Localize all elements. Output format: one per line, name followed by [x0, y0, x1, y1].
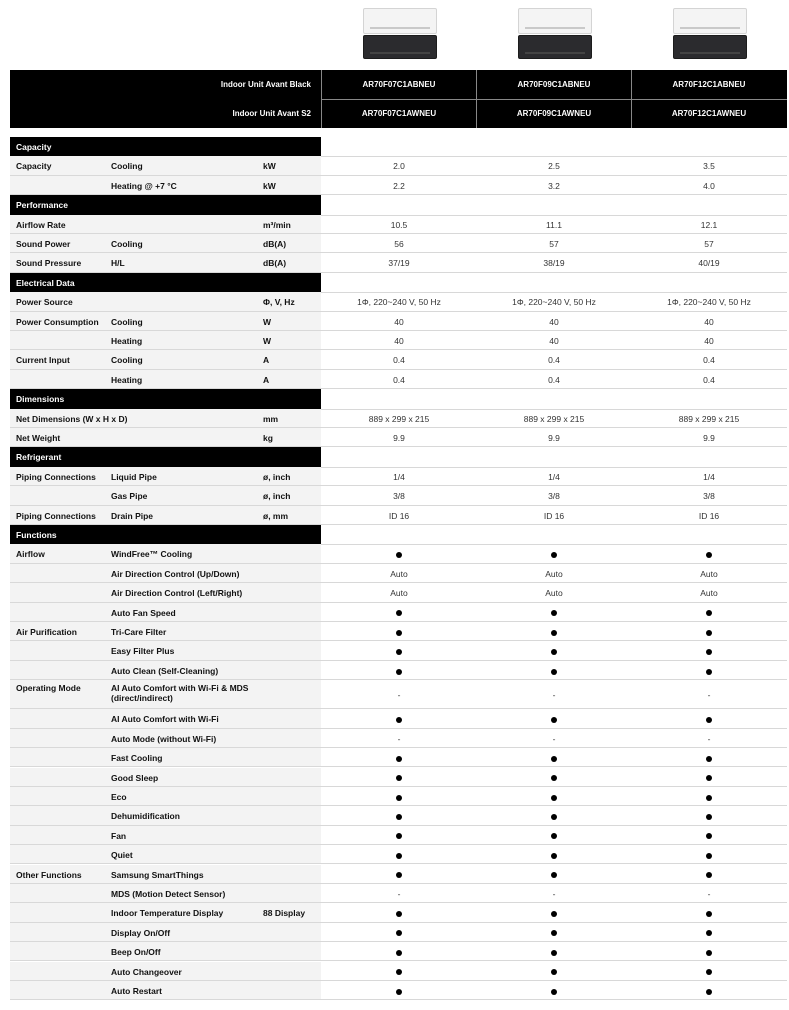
row-item: Indoor Temperature Display: [111, 908, 224, 919]
row-item: Samsung SmartThings: [111, 869, 204, 880]
feature-available-dot: [706, 950, 712, 956]
row-item: AI Auto Comfort with Wi-Fi: [111, 714, 219, 725]
row-category: Capacity: [16, 161, 52, 172]
feature-available-dot: [396, 669, 402, 675]
spec-value: -: [397, 888, 401, 899]
feature-available-dot: [551, 649, 557, 655]
header-row1-label: Indoor Unit Avant Black: [220, 80, 311, 89]
table-row: [10, 215, 787, 234]
spec-value: 12.1: [700, 219, 718, 230]
spec-value: -: [552, 888, 556, 899]
model-s2: AR70F07C1AWNEU: [361, 109, 437, 118]
feature-available-dot: [396, 950, 402, 956]
spec-value: 3.2: [548, 180, 560, 191]
row-item: H/L: [111, 258, 125, 269]
table-row: [10, 806, 787, 825]
feature-available-dot: [706, 756, 712, 762]
row-category: Net Dimensions (W x H x D): [16, 413, 128, 424]
feature-available-dot: [396, 552, 402, 558]
section-header: [10, 389, 321, 408]
table-row: [10, 176, 787, 195]
row-item: Heating: [111, 336, 143, 346]
feature-available-dot: [551, 833, 557, 839]
table-row: [10, 661, 787, 680]
table-row: [10, 680, 787, 709]
table-row: [10, 409, 787, 428]
spec-value: [632, 549, 786, 559]
feature-available-dot: [396, 630, 402, 636]
table-row: [10, 603, 787, 622]
table-row: [10, 787, 787, 806]
section-header: [10, 273, 321, 292]
row-unit: A: [263, 355, 270, 366]
table-row: [10, 370, 787, 389]
row-unit: dB(A): [263, 258, 287, 269]
feature-available-dot: [396, 717, 402, 723]
row-item: Air Direction Control (Left/Right): [111, 588, 243, 599]
table-row: [10, 826, 787, 845]
feature-available-dot: [396, 756, 402, 762]
table-row: [10, 942, 787, 961]
product-images: [0, 0, 789, 70]
spec-value: [322, 753, 476, 763]
section-title: Capacity: [16, 142, 52, 152]
spec-value: 2.2: [393, 180, 405, 191]
spec-value: [322, 773, 476, 783]
spec-value: [632, 850, 786, 860]
row-item: Easy Filter Plus: [111, 646, 175, 657]
row-unit: W: [263, 316, 272, 327]
spec-value: [322, 986, 476, 996]
row-item: Cooling: [111, 161, 143, 172]
row-item-continued: (direct/indirect): [111, 693, 173, 704]
spec-value: [632, 792, 786, 802]
row-unit: mm: [263, 413, 279, 424]
section-title: Performance: [16, 200, 68, 211]
spec-value: 1Φ, 220~240 V, 50 Hz: [667, 297, 751, 308]
feature-available-dot: [706, 630, 712, 636]
spec-value: [322, 627, 476, 637]
row-category: Sound Power: [16, 239, 71, 249]
spec-value: [322, 967, 476, 977]
feature-available-dot: [551, 630, 557, 636]
spec-value: [477, 714, 631, 724]
row-item: Tri-Care Filter: [111, 627, 167, 637]
spec-value: 2.5: [548, 161, 560, 172]
feature-available-dot: [706, 649, 712, 655]
feature-available-dot: [396, 911, 402, 917]
spec-value: [322, 850, 476, 860]
feature-available-dot: [551, 610, 557, 616]
feature-available-dot: [551, 911, 557, 917]
row-category: Power Consumption: [16, 316, 99, 327]
spec-value: -: [397, 689, 401, 700]
spec-value: Auto: [545, 588, 563, 599]
spec-value: [477, 753, 631, 763]
table-row: [10, 428, 787, 447]
spec-value: [322, 608, 476, 618]
row-category: Operating Mode: [16, 683, 81, 694]
spec-value: [477, 928, 631, 938]
row-item: AI Auto Comfort with Wi-Fi & MDS: [111, 683, 249, 694]
feature-available-dot: [551, 814, 557, 820]
row-item: Beep On/Off: [111, 947, 161, 958]
spec-value: [477, 831, 631, 841]
spec-value: [477, 792, 631, 802]
feature-available-dot: [551, 552, 557, 558]
spec-value: [322, 928, 476, 938]
feature-available-dot: [706, 833, 712, 839]
row-category: Sound Pressure: [16, 258, 82, 269]
feature-available-dot: [396, 853, 402, 859]
model-black: AR70F07C1ABNEU: [362, 80, 436, 89]
feature-available-dot: [551, 795, 557, 801]
spec-value: [477, 908, 631, 918]
row-item: Heating @ +7 °C: [111, 180, 177, 191]
spec-value: Auto: [700, 568, 718, 579]
row-category: Power Source: [16, 297, 73, 308]
table-row: [10, 292, 787, 311]
spec-table-header: [10, 70, 787, 128]
section-title: Dimensions: [16, 394, 65, 405]
spec-value: [322, 714, 476, 724]
spec-value: 889 x 299 x 215: [523, 413, 585, 424]
spec-value: Auto: [700, 588, 718, 599]
row-item: Fan: [111, 830, 127, 841]
feature-available-dot: [706, 872, 712, 878]
spec-value: [632, 928, 786, 938]
feature-available-dot: [396, 649, 402, 655]
feature-available-dot: [706, 911, 712, 917]
spec-value: ID 16: [698, 510, 720, 521]
section-title: Functions: [16, 530, 57, 540]
feature-available-dot: [706, 989, 712, 995]
feature-available-dot: [706, 969, 712, 975]
spec-value: [632, 967, 786, 977]
spec-value: 40/19: [698, 258, 720, 269]
spec-value: 2.0: [393, 161, 405, 172]
model-s2: AR70F12C1AWNEU: [671, 109, 747, 118]
spec-value: 889 x 299 x 215: [678, 413, 740, 424]
row-item: Gas Pipe: [111, 491, 148, 502]
spec-value: 10.5: [390, 219, 408, 230]
row-unit: 88 Display: [263, 908, 306, 919]
spec-value: 3/8: [393, 491, 405, 502]
row-unit: kg: [263, 433, 273, 443]
table-row: [10, 234, 787, 253]
spec-value: 0.4: [548, 355, 560, 366]
row-item: MDS (Motion Detect Sensor): [111, 888, 226, 899]
row-item: Eco: [111, 791, 127, 802]
feature-available-dot: [706, 610, 712, 616]
section-title: Refrigerant: [16, 452, 62, 463]
spec-value: [632, 753, 786, 763]
row-unit: A: [263, 374, 270, 385]
spec-value: Auto: [390, 568, 408, 579]
model-s2: AR70F09C1AWNEU: [516, 109, 592, 118]
header-row2-label: Indoor Unit Avant S2: [232, 109, 311, 118]
spec-value: 889 x 299 x 215: [368, 413, 430, 424]
feature-available-dot: [396, 814, 402, 820]
spec-value: 57: [549, 239, 559, 249]
model-black: AR70F09C1ABNEU: [517, 80, 591, 89]
spec-value: [632, 773, 786, 783]
table-row: [10, 865, 787, 884]
row-item: Auto Changeover: [111, 966, 182, 977]
feature-available-dot: [706, 552, 712, 558]
section-header: [10, 447, 321, 466]
table-row: [10, 331, 787, 350]
spec-value: 40: [704, 336, 714, 346]
spec-value: [477, 947, 631, 957]
spec-value: 40: [549, 336, 559, 346]
spec-value: [632, 666, 786, 676]
row-item: Auto Restart: [111, 985, 163, 996]
spec-value: [632, 870, 786, 880]
spec-value: -: [552, 689, 556, 700]
spec-value: -: [707, 689, 711, 700]
section-title: Electrical Data: [16, 277, 75, 288]
table-row: [10, 583, 787, 602]
table-row: [10, 709, 787, 728]
spec-value: [477, 967, 631, 977]
spec-value: [632, 908, 786, 918]
spec-value: 1Φ, 220~240 V, 50 Hz: [512, 297, 596, 308]
feature-available-dot: [396, 775, 402, 781]
spec-value: 1/4: [548, 471, 560, 482]
spec-value: 38/19: [543, 258, 565, 269]
indoor-unit-image: [673, 8, 747, 60]
row-unit: W: [263, 336, 272, 346]
feature-available-dot: [551, 872, 557, 878]
feature-available-dot: [551, 930, 557, 936]
table-row: [10, 486, 787, 505]
row-category: Net Weight: [16, 433, 61, 443]
row-item: WindFree™ Cooling: [111, 549, 193, 560]
feature-available-dot: [706, 795, 712, 801]
spec-value: 0.4: [703, 374, 715, 385]
spec-value: 9.9: [548, 433, 560, 443]
spec-value: Auto: [390, 588, 408, 599]
spec-value: [322, 870, 476, 880]
spec-value: 37/19: [388, 258, 410, 269]
feature-available-dot: [551, 756, 557, 762]
spec-value: 3.5: [703, 161, 715, 172]
row-category: Air Purification: [16, 627, 77, 637]
spec-value: [322, 646, 476, 656]
row-category: Piping Connections: [16, 471, 96, 482]
table-row: [10, 641, 787, 660]
table-row: [10, 350, 787, 369]
table-row: [10, 884, 787, 903]
spec-value: 1/4: [393, 471, 405, 482]
row-unit: ø, inch: [263, 471, 291, 482]
spec-value: [632, 811, 786, 821]
spec-value: [322, 908, 476, 918]
spec-value: 40: [704, 316, 714, 327]
row-unit: ø, inch: [263, 491, 291, 502]
spec-value: [477, 627, 631, 637]
table-row: [10, 156, 787, 175]
spec-value: [477, 646, 631, 656]
spec-value: 0.4: [548, 374, 560, 385]
row-category: Airflow: [16, 549, 45, 560]
feature-available-dot: [396, 795, 402, 801]
feature-available-dot: [706, 930, 712, 936]
table-row: [10, 962, 787, 981]
spec-value: [477, 608, 631, 618]
spec-value: 40: [394, 316, 404, 327]
spec-value: [477, 986, 631, 996]
feature-available-dot: [396, 969, 402, 975]
spec-value: 1Φ, 220~240 V, 50 Hz: [357, 297, 441, 308]
spec-value: -: [707, 888, 711, 899]
spec-value: 0.4: [393, 374, 405, 385]
feature-available-dot: [706, 669, 712, 675]
row-item: Drain Pipe: [111, 510, 154, 521]
table-row: [10, 768, 787, 787]
row-unit: kW: [263, 161, 276, 172]
feature-available-dot: [551, 775, 557, 781]
spec-value: [632, 831, 786, 841]
feature-available-dot: [396, 610, 402, 616]
indoor-unit-image: [518, 8, 592, 60]
spec-value: [477, 549, 631, 559]
spec-value: 3/8: [703, 491, 715, 502]
feature-available-dot: [396, 872, 402, 878]
feature-available-dot: [396, 930, 402, 936]
feature-available-dot: [551, 950, 557, 956]
row-item: Fast Cooling: [111, 753, 163, 764]
row-unit: ø, mm: [263, 510, 289, 521]
table-row: [10, 506, 787, 525]
feature-available-dot: [396, 833, 402, 839]
table-row: [10, 564, 787, 583]
spec-value: 11.1: [546, 219, 562, 230]
feature-available-dot: [706, 775, 712, 781]
row-unit: kW: [263, 180, 276, 191]
row-item: Cooling: [111, 239, 143, 249]
spec-value: [632, 646, 786, 656]
feature-available-dot: [706, 814, 712, 820]
spec-value: Auto: [545, 568, 563, 579]
spec-value: 56: [394, 239, 404, 249]
spec-value: 3/8: [548, 491, 560, 502]
spec-value: ID 16: [388, 510, 410, 521]
row-unit: Φ, V, Hz: [263, 297, 295, 308]
section-header: [10, 195, 321, 214]
table-row: [10, 981, 787, 1000]
spec-value: ID 16: [543, 510, 565, 521]
row-item: Cooling: [111, 355, 143, 366]
spec-value: [322, 831, 476, 841]
spec-value: [477, 850, 631, 860]
feature-available-dot: [551, 989, 557, 995]
row-item: Auto Clean (Self-Cleaning): [111, 665, 219, 676]
spec-value: 0.4: [393, 355, 405, 366]
table-row: [10, 312, 787, 331]
feature-available-dot: [551, 853, 557, 859]
feature-available-dot: [706, 853, 712, 859]
spec-value: 1/4: [703, 471, 715, 482]
row-category: Other Functions: [16, 869, 82, 880]
spec-value: [632, 627, 786, 637]
spec-value: [477, 870, 631, 880]
spec-value: -: [707, 733, 711, 744]
row-item: Good Sleep: [111, 772, 159, 783]
spec-value: -: [397, 733, 401, 744]
row-item: Dehumidification: [111, 811, 180, 822]
spec-value: [477, 773, 631, 783]
table-row: [10, 923, 787, 942]
spec-value: [632, 608, 786, 618]
spec-value: 40: [394, 336, 404, 346]
spec-value: [632, 947, 786, 957]
table-row: [10, 845, 787, 864]
indoor-unit-image: [363, 8, 437, 60]
row-item: Display On/Off: [111, 927, 171, 938]
spec-value: 4.0: [703, 180, 715, 191]
spec-value: [322, 792, 476, 802]
row-category: Piping Connections: [16, 510, 96, 521]
row-item: Auto Mode (without Wi-Fi): [111, 733, 217, 744]
table-row: [10, 903, 787, 922]
spec-value: [632, 986, 786, 996]
spec-value: 57: [704, 239, 714, 249]
feature-available-dot: [396, 989, 402, 995]
spec-value: [632, 714, 786, 724]
spec-value: [322, 549, 476, 559]
row-unit: m³/min: [263, 219, 291, 230]
model-black: AR70F12C1ABNEU: [672, 80, 746, 89]
spec-value: 40: [549, 316, 559, 327]
table-row: [10, 622, 787, 641]
table-row: [10, 253, 787, 272]
table-row: [10, 544, 787, 563]
spec-value: [322, 811, 476, 821]
row-item: Air Direction Control (Up/Down): [111, 568, 240, 579]
row-category: Current Input: [16, 355, 70, 366]
row-item: Heating: [111, 374, 143, 385]
row-item: Cooling: [111, 316, 143, 327]
row-item: Auto Fan Speed: [111, 607, 176, 618]
feature-available-dot: [551, 669, 557, 675]
table-row: [10, 748, 787, 767]
spec-value: [322, 666, 476, 676]
row-item: Liquid Pipe: [111, 471, 157, 482]
section-header: [10, 525, 321, 544]
spec-value: 9.9: [393, 433, 405, 443]
spec-value: [322, 947, 476, 957]
row-unit: dB(A): [263, 239, 287, 249]
feature-available-dot: [551, 969, 557, 975]
table-row: [10, 729, 787, 748]
row-item: Quiet: [111, 850, 133, 861]
row-category: Airflow Rate: [16, 219, 66, 230]
feature-available-dot: [706, 717, 712, 723]
spec-value: 0.4: [703, 355, 715, 366]
spec-value: [477, 811, 631, 821]
spec-value: [477, 666, 631, 676]
section-header: [10, 137, 321, 156]
spec-value: 9.9: [703, 433, 715, 443]
feature-available-dot: [551, 717, 557, 723]
table-row: [10, 467, 787, 486]
spec-value: -: [552, 733, 556, 744]
